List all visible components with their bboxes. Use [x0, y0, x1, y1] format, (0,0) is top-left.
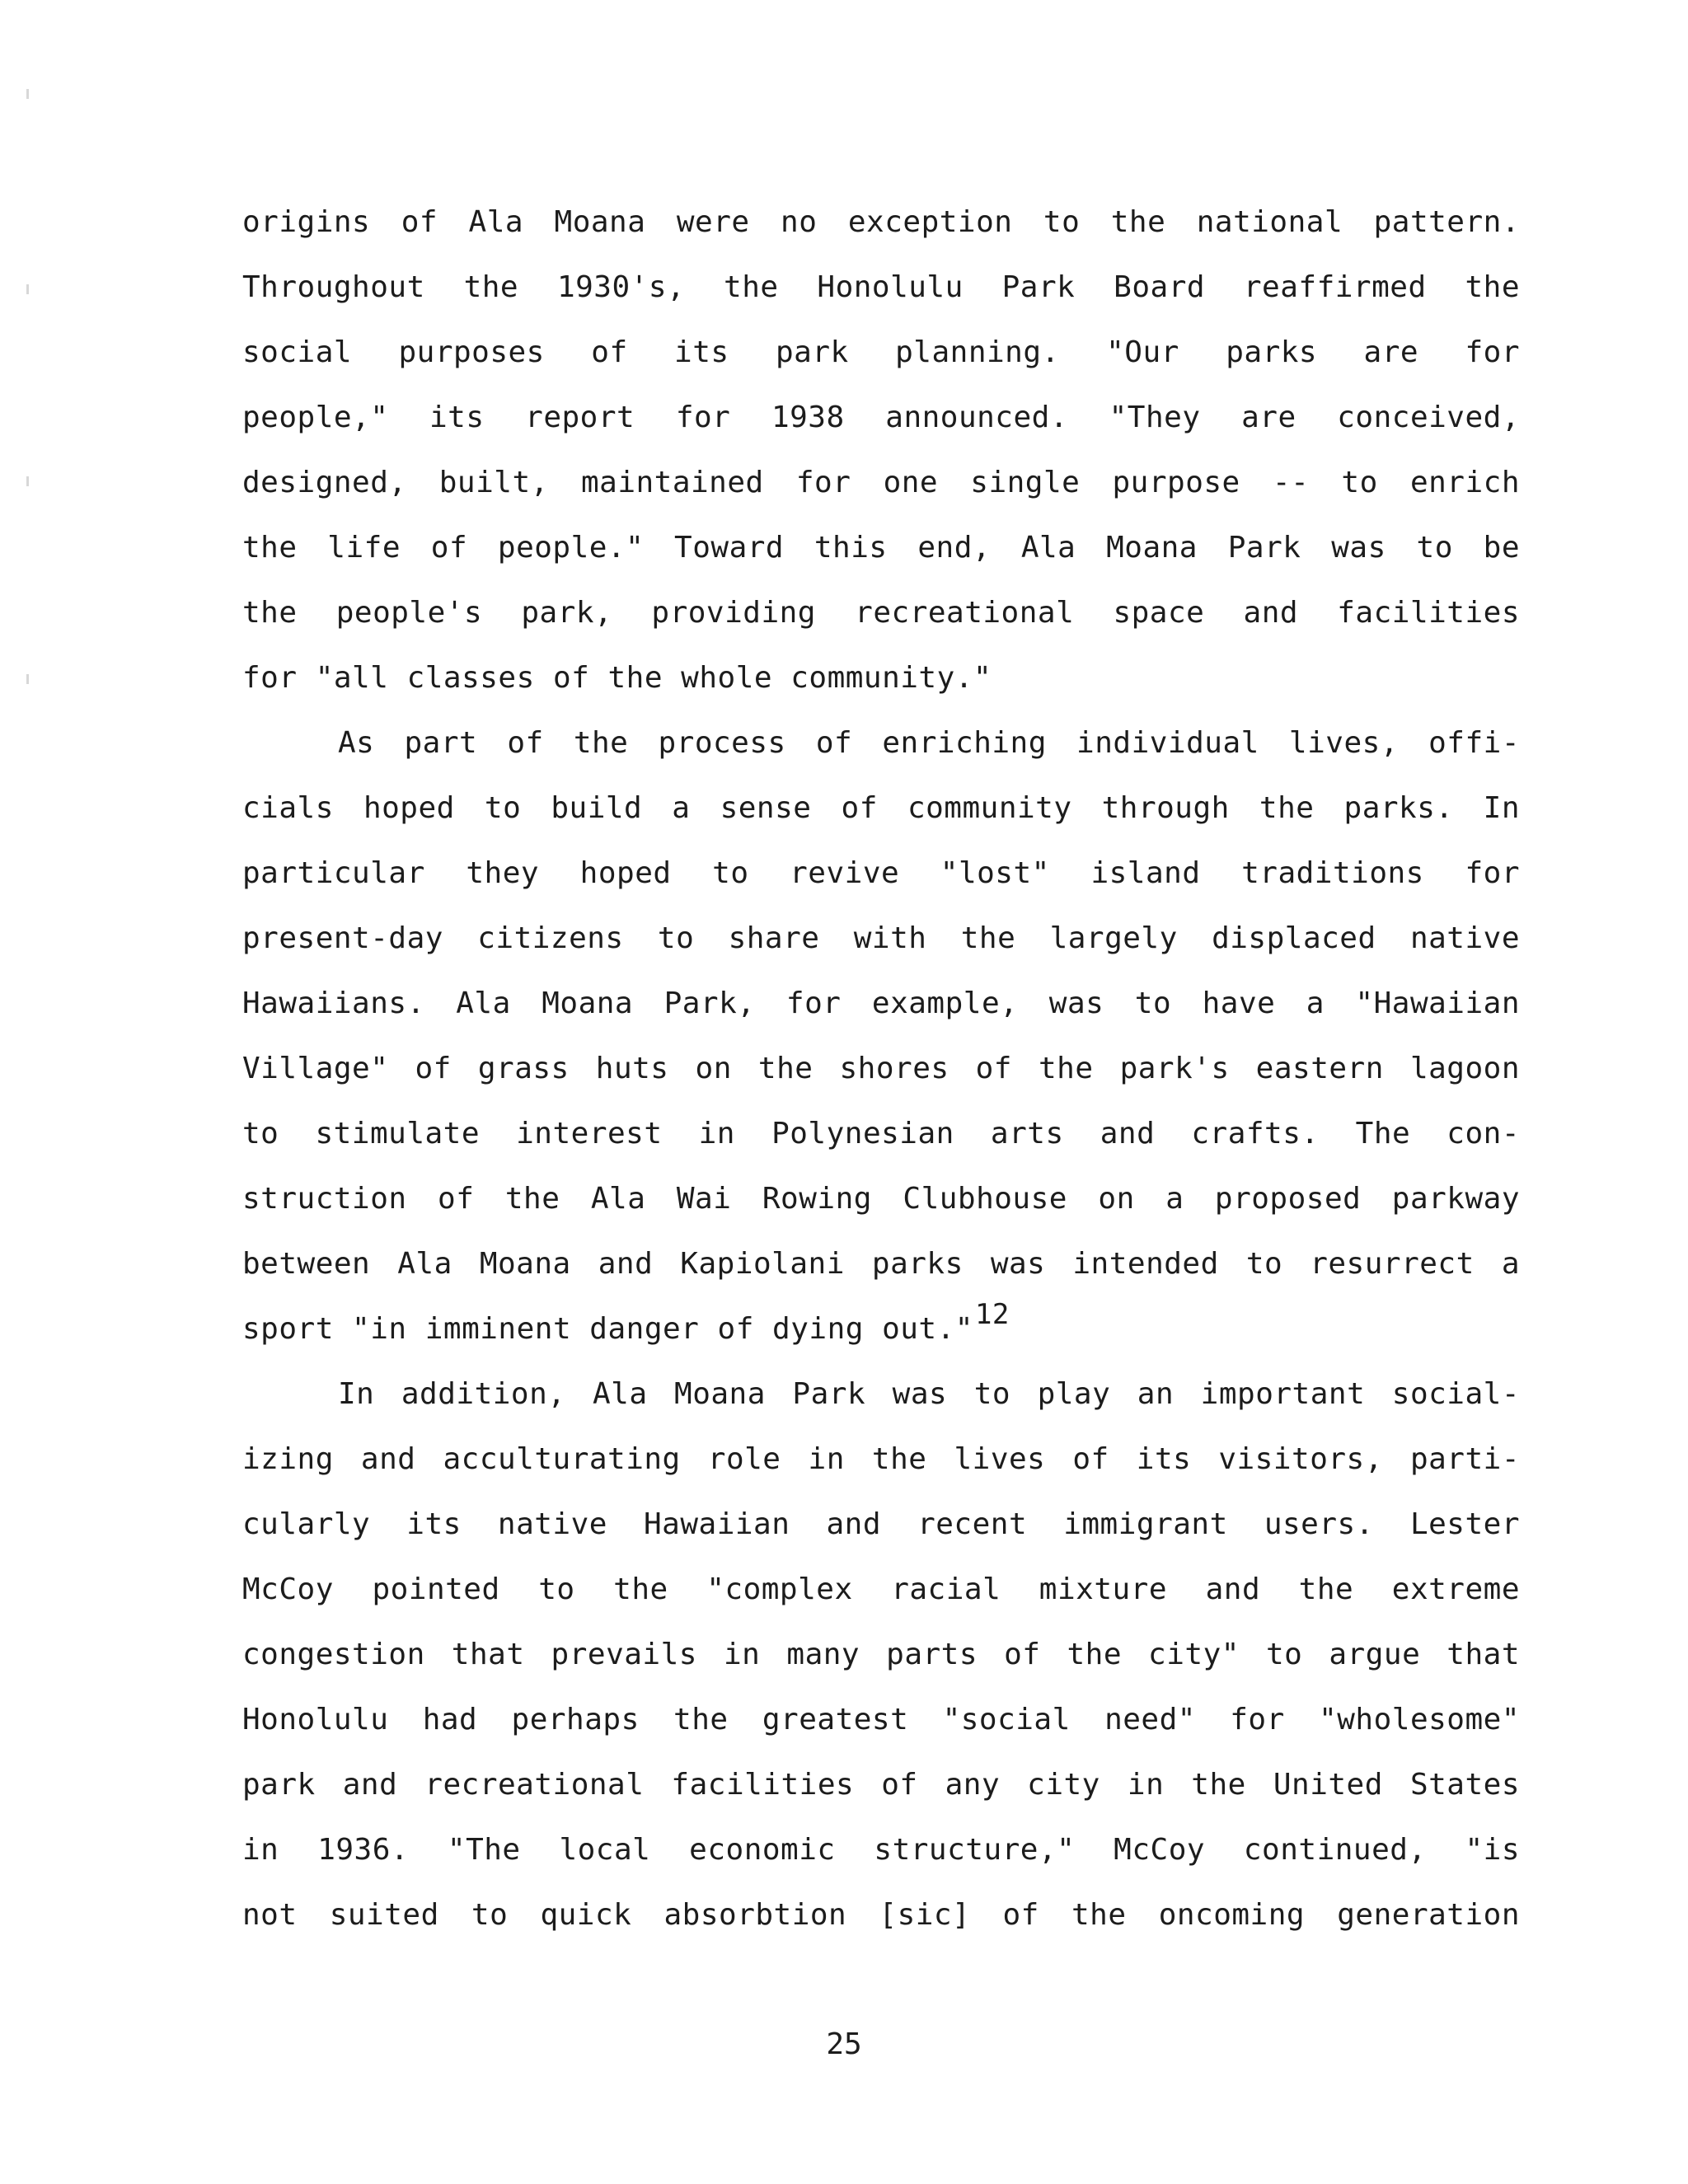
text-line: cularly its native Hawaiian and recent immigrant users. Lester	[242, 1507, 1520, 1541]
text-line: to stimulate interest in Polynesian arts and crafts. The con-	[242, 1117, 1520, 1151]
text-line: designed, built, maintained for one single purpose -- to enrich	[242, 466, 1520, 499]
text-line: not suited to quick absorbtion [sic] of the oncoming generation	[242, 1898, 1520, 1932]
text-line: congestion that prevails in many parts of the city" to argue that	[242, 1638, 1520, 1671]
text-line: particular they hoped to revive "lost" island traditions for	[242, 856, 1520, 890]
text-line: the people's park, providing recreational space and facilities	[242, 596, 1520, 630]
scan-speck	[26, 674, 29, 684]
text-line-paragraph-end	[242, 1298, 1198, 1354]
scan-speck	[26, 476, 29, 486]
scan-speck	[26, 89, 29, 99]
text-line: struction of the Ala Wai Rowing Clubhouse on a proposed parkway	[242, 1182, 1520, 1216]
text-line-paragraph-start: As part of the process of enriching individual lives, offi-	[338, 726, 1520, 760]
text-line: Hawaiians. Ala Moana Park, for example, was to have a "Hawaiian	[242, 987, 1520, 1020]
text-line: park and recreational facilities of any city in the United States	[242, 1768, 1520, 1802]
text-line: social purposes of its park planning. "Our parks are for	[242, 335, 1520, 369]
footnote-reference: 12	[974, 1298, 1010, 1331]
text-line: cials hoped to build a sense of community through the parks. In	[242, 791, 1520, 825]
text-line: people," its report for 1938 announced. "They are conceived,	[242, 401, 1520, 434]
page-number: 25	[826, 2027, 862, 2061]
text-line: McCoy pointed to the "complex racial mixture and the extreme	[242, 1572, 1520, 1606]
text-line: Village" of grass huts on the shores of the park's eastern lagoon	[242, 1052, 1520, 1085]
text-line: origins of Ala Moana were no exception to the national pattern.	[242, 205, 1520, 239]
text-line-content: sport "in imminent danger of dying out."	[242, 1312, 973, 1346]
text-line: Throughout the 1930's, the Honolulu Park Board reaffirmed the	[242, 270, 1520, 304]
text-line: between Ala Moana and Kapiolani parks was intended to resurrect a	[242, 1247, 1520, 1281]
text-line-paragraph-end: for "all classes of the whole community."	[242, 661, 992, 695]
text-line: present-day citizens to share with the largely displaced native	[242, 921, 1520, 955]
text-line-paragraph-start: In addition, Ala Moana Park was to play an important social-	[338, 1377, 1520, 1411]
scan-speck	[26, 284, 29, 294]
text-line: in 1936. "The local economic structure," McCoy continued, "is	[242, 1833, 1520, 1867]
text-line: Honolulu had perhaps the greatest "social need" for "wholesome"	[242, 1703, 1520, 1736]
text-line: izing and acculturating role in the lives of its visitors, parti-	[242, 1442, 1520, 1476]
text-line: the life of people." Toward this end, Ala Moana Park was to be	[242, 531, 1520, 565]
